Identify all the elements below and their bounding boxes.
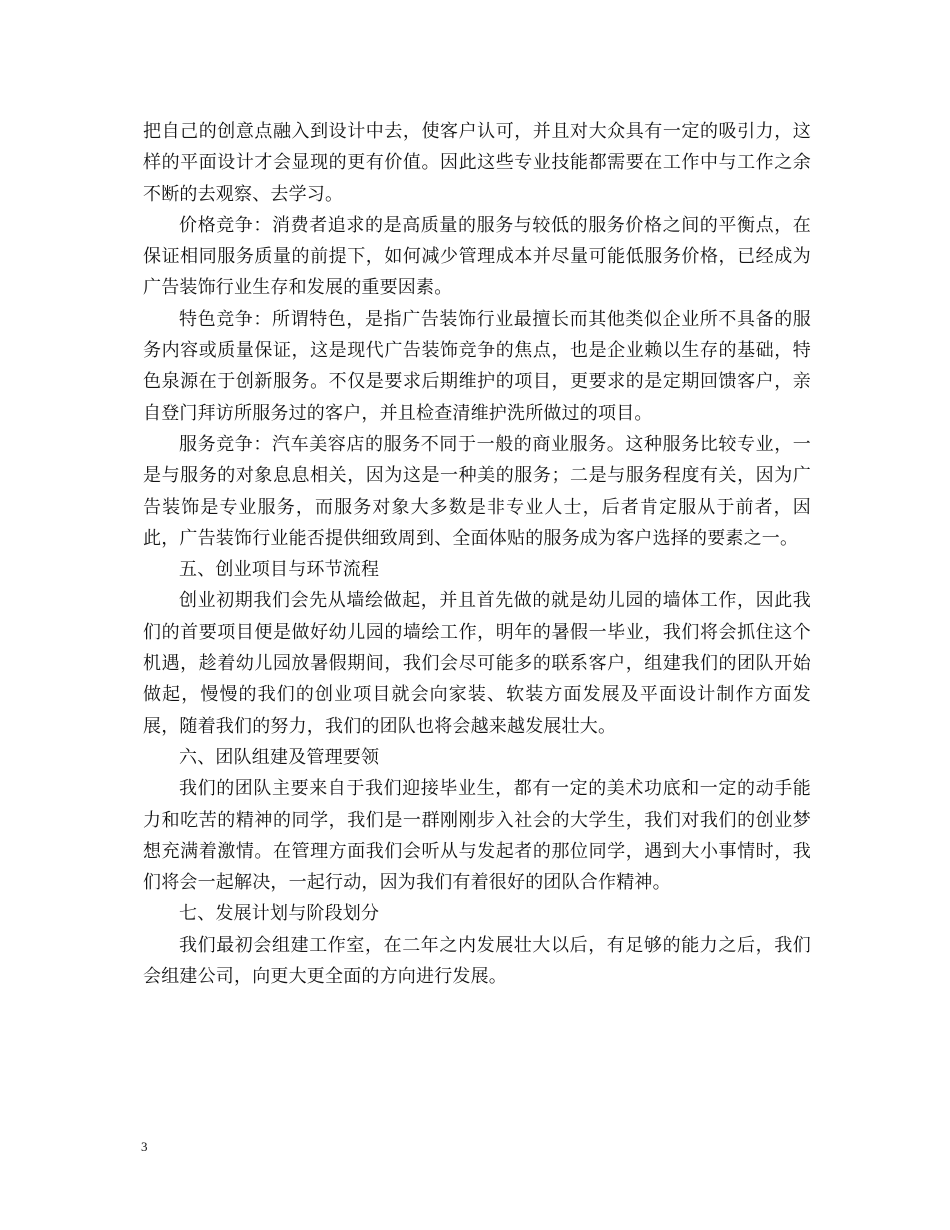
section-heading-5: 五、创业项目与环节流程 xyxy=(179,559,380,581)
paragraph-development-plan: 我们最初会组建工作室，在二年之内发展壮大以后，有足够的能力之后，我们会组建公司，向更大更全面的方向进行发展。 xyxy=(143,934,811,988)
paragraph-feature-competition: 特色竞争：所谓特色，是指广告装饰行业最擅长而其他类似企业所不具备的服务内容或质量保证，这是现代广告装饰竞争的焦点，也是企业赖以生存的基础，特色泉源在于创新服务。不仅是要求后期维护的项目，更要求的是定期回馈客户，亲自登门拜访所服务过的客户，并且检查清维护洗所做过的项目。 xyxy=(143,308,811,424)
section-heading-6: 六、团队组建及管理要领 xyxy=(179,746,380,768)
page-number: 3 xyxy=(141,1139,148,1154)
section-heading-7: 七、发展计划与阶段划分 xyxy=(179,903,380,925)
body-text xyxy=(143,116,811,992)
paragraph-startup-project: 创业初期我们会先从墙绘做起，并且首先做的就是幼儿园的墙体工作，因此我们的首要项目便是做好幼儿园的墙绘工作，明年的暑假一毕业，我们将会抓住这个机遇，趁着幼儿园放暑假期间，我们会尽可能多的联系客户，组建我们的团队开始做起，慢慢的我们的创业项目就会向家装、软装方面发展及平面设计制作方面发展，随着我们的努力，我们的团队也将会越来越发展壮大。 xyxy=(143,590,811,737)
paragraph-service-competition: 服务竞争：汽车美容店的服务不同于一般的商业服务。这种服务比较专业，一是与服务的对象息息相关，因为这是一种美的服务；二是与服务程度有关，因为广告装饰是专业服务，而服务对象大多数是非专业人士，后者肯定服从于前者，因此，广告装饰行业能否提供细致周到、全面体贴的服务成为客户选择的要素之一。 xyxy=(143,433,811,549)
paragraph-price-competition: 价格竞争：消费者追求的是高质量的服务与较低的服务价格之间的平衡点，在保证相同服务质量的前提下，如何减少管理成本并尽量可能低服务价格，已经成为广告装饰行业生存和发展的重要因素。 xyxy=(143,214,811,299)
paragraph-continuation: 把自己的创意点融入到设计中去，使客户认可，并且对大众具有一定的吸引力，这样的平面设计才会显现的更有价值。因此这些专业技能都需要在工作中与工作之余不断的去观察、去学习。 xyxy=(143,121,811,205)
paragraph-team-building: 我们的团队主要来自于我们迎接毕业生，都有一定的美术功底和一定的动手能力和吃苦的精神的同学，我们是一群刚刚步入社会的大学生，我们对我们的创业梦想充满着激情。在管理方面我们会听从与发起者的那位同学，遇到大小事情时，我们将会一起解决，一起行动，因为我们有着很好的团队合作精神。 xyxy=(143,778,811,894)
